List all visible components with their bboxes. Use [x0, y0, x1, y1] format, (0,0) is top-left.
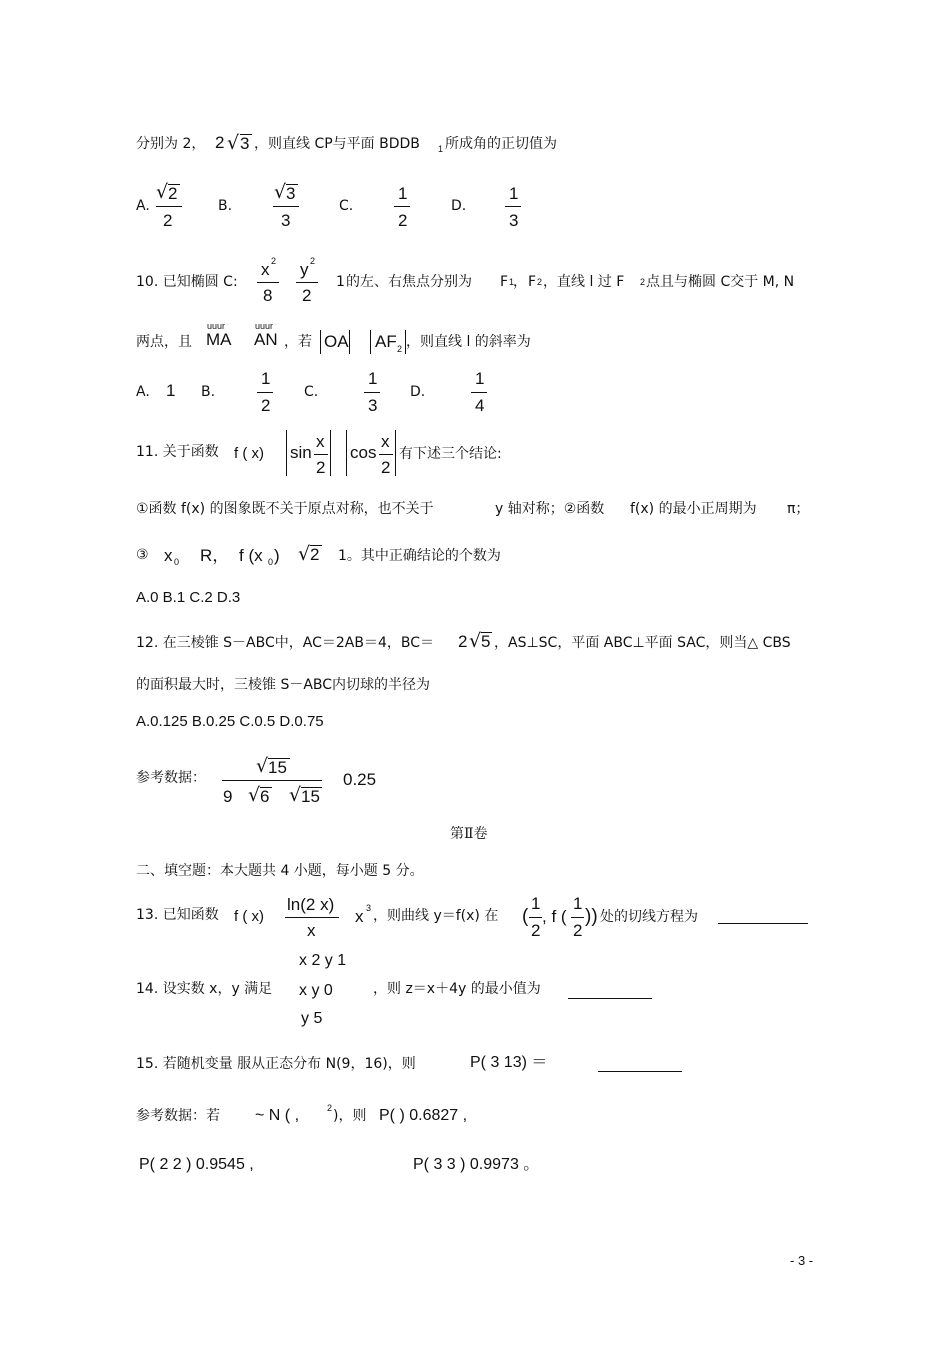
q12-options: A.0.125 B.0.25 C.0.5 D.0.75 — [136, 713, 324, 730]
fraction-bar — [273, 206, 299, 207]
q10-F2-sub: 2 — [537, 277, 543, 287]
q10-comma: ， — [513, 274, 527, 290]
sqrt-icon: √ — [274, 181, 287, 203]
q9-radicand: 3 — [240, 134, 250, 153]
q15-probability: P( 3 13) ＝ — [470, 1054, 548, 1071]
q10-option-d-den: 4 — [475, 396, 485, 415]
q11-x0-sub: 0 — [174, 557, 180, 567]
q9-text-end: 所成角的正切值为 — [445, 136, 557, 152]
q10-option-c-num: 1 — [368, 369, 378, 388]
abs-bar — [370, 330, 371, 354]
q10-F1: F — [500, 274, 509, 290]
q9-option-a-den: 2 — [163, 211, 173, 230]
abs-bar — [286, 430, 287, 476]
q11-function: f ( x) — [234, 445, 264, 462]
fraction-bar — [156, 206, 182, 207]
q13-half-num-2: 1 — [573, 894, 583, 913]
q9-option-c-label: C. — [339, 198, 354, 214]
q9-text-start: 分别为 2， — [136, 136, 206, 152]
q9-option-c-den: 2 — [398, 211, 408, 230]
q10-F2: F — [528, 274, 537, 290]
vector-arrow-icon: uuur — [255, 321, 274, 331]
fraction-bar — [571, 917, 584, 918]
q13-tail: 处的切线方程为 — [600, 909, 698, 925]
fraction-bar — [394, 206, 410, 207]
q11-sin-num: x — [316, 432, 325, 451]
q11-sin: sin — [290, 443, 312, 462]
q14-constraint-1: x 2 y 1 — [299, 952, 347, 969]
fraction-bar — [257, 392, 273, 393]
q15-dist: ~ N ( , — [255, 1107, 300, 1124]
q11-conclusion: 1。其中正确结论的个数为 — [338, 548, 501, 564]
answer-blank-15[interactable] — [598, 1071, 682, 1072]
q11-circle-3: ③ — [136, 547, 149, 563]
q11-root2: 2 — [310, 545, 320, 564]
q11-x0: x — [164, 546, 173, 565]
q11-fx0: f (x — [239, 546, 263, 565]
fraction-bar — [285, 917, 339, 918]
q9-option-d-label: D. — [451, 198, 467, 214]
q9-text-mid: ，则直线 CP与平面 BDDB — [254, 136, 420, 152]
abs-bar — [346, 430, 347, 476]
q11-sin-den: 2 — [316, 458, 326, 477]
q10-OA: OA — [324, 332, 349, 351]
q14-mid: ，则 z＝x＋4y 的最小值为 — [373, 981, 541, 997]
q10-option-b-label: B. — [201, 384, 216, 400]
abs-bar — [320, 330, 321, 354]
fraction-bar — [222, 780, 322, 781]
q9-option-b-den: 3 — [281, 211, 291, 230]
q10-x-den: 8 — [263, 286, 273, 305]
sqrt-icon: √ — [156, 181, 169, 203]
sqrt-icon: √ — [469, 630, 482, 652]
q11-statement-2c: π； — [787, 501, 810, 517]
q12-bc-root: 5 — [481, 632, 491, 651]
answer-blank-14[interactable] — [568, 998, 652, 999]
sqrt-icon: √ — [227, 132, 240, 154]
q11-statement-2b: f(x) 的最小正周期为 — [630, 501, 757, 517]
q9-option-d-num: 1 — [509, 184, 519, 203]
q13-mid: ，则曲线 y＝f(x) 在 — [373, 908, 499, 924]
q15-prob-2sigma: P( 2 2 ) 0.9545 , — [139, 1156, 254, 1173]
q12-line2: 的面积最大时，三棱锥 S－ABC内切球的半径为 — [136, 677, 431, 693]
q10-text2: ，直线 l 过 F — [543, 274, 625, 290]
sqrt-icon: √ — [256, 755, 269, 777]
q10-x-exponent: 2 — [271, 256, 277, 266]
q13-half-num: 1 — [531, 894, 541, 913]
q10-one: 1 — [336, 274, 345, 290]
q10-x: x — [261, 260, 270, 279]
q9-option-a-label: A. — [136, 198, 150, 214]
q13-denominator: x — [307, 921, 316, 940]
section-heading: 二、填空题：本大题共 4 小题，每小题 5 分。 — [136, 863, 424, 879]
q11-cos: cos — [350, 443, 377, 462]
q12-line1-end: ，AS⊥SC，平面 ABC⊥平面 SAC，则当△ CBS — [494, 635, 791, 651]
vector-arrow-icon: uuur — [207, 321, 226, 331]
q11-statement-1: ①函数 f(x) 的图象既不关于原点对称，也不关于 — [136, 501, 434, 517]
q11-fx0-sub: 0 — [268, 557, 274, 567]
q12-reference-label: 参考数据： — [136, 770, 206, 786]
q10-text5: ，则直线 l 的斜率为 — [406, 334, 531, 350]
q11-cos-den: 2 — [381, 458, 391, 477]
q15-prob-1sigma: P( ) 0.6827 , — [379, 1107, 468, 1124]
q10-AF-sub: 2 — [397, 344, 403, 354]
q11-options: A.0 B.1 C.2 D.3 — [136, 589, 241, 606]
q10-option-d-num: 1 — [475, 369, 485, 388]
q10-text3: 点且与椭圆 C交于 M, N — [646, 274, 795, 290]
q11-fx0-close: ) — [274, 546, 280, 565]
abs-bar — [349, 330, 350, 354]
page-number: - 3 - — [790, 1253, 814, 1268]
q10-y: y — [300, 260, 309, 279]
q10-option-a-val: 1 — [166, 381, 176, 400]
sqrt-icon: √ — [248, 784, 261, 806]
q15-sigma-exponent: 2 — [327, 1103, 333, 1113]
fraction-bar — [379, 454, 393, 455]
abs-bar — [395, 430, 396, 476]
q15-lead: 15. 若随机变量 服从正态分布 N(9，16)，则 — [136, 1056, 416, 1072]
q10-option-b-num: 1 — [261, 369, 271, 388]
q10-y-exponent: 2 — [310, 256, 316, 266]
q9-option-a-num: 2 — [168, 184, 178, 203]
q13-point-mid: , f ( — [542, 907, 567, 926]
q11-tail: 有下述三个结论: — [399, 446, 502, 462]
q13-paren-open: ( — [522, 906, 529, 927]
q10-lead: 10. 已知椭圆 C: — [136, 274, 238, 290]
q9-option-b-label: B. — [218, 198, 233, 214]
fraction-bar — [296, 282, 318, 283]
q11-statement-2a: y 轴对称；②函数 — [495, 501, 605, 517]
q10-F2-sub-b: 2 — [640, 277, 646, 287]
q9-subscript: 1 — [438, 144, 444, 154]
q11-cos-num: x — [381, 432, 390, 451]
q14-constraint-2: x y 0 — [299, 982, 333, 999]
q12-ref-num: 15 — [268, 758, 287, 777]
q10-option-d-label: D. — [410, 384, 426, 400]
q10-line2-start: 两点，且 — [136, 334, 192, 350]
q10-vector-MA: MA — [206, 330, 232, 349]
q13-function: f ( x) — [234, 908, 264, 925]
q12-ref-den6: 6 — [260, 787, 270, 806]
q13-paren-close: )) — [585, 906, 598, 927]
q13-x3-exponent: 3 — [366, 903, 372, 913]
q11-lead: 11. 关于函数 — [136, 444, 219, 460]
q15-reference-label: 参考数据：若 — [136, 1108, 220, 1124]
sqrt-icon: √ — [298, 543, 311, 565]
q10-option-c-den: 3 — [368, 396, 378, 415]
fraction-bar — [505, 206, 521, 207]
q13-lead: 13. 已知函数 — [136, 907, 219, 923]
q12-ref-den15: 15 — [301, 787, 320, 806]
q13-x3: x — [355, 907, 364, 926]
q10-option-a-label: A. — [136, 384, 150, 400]
q10-F1-sub: 1 — [509, 277, 515, 287]
fraction-bar — [314, 454, 328, 455]
q15-dist-close: )，则 — [333, 1108, 367, 1124]
q9-option-b-num: 3 — [286, 184, 296, 203]
q10-option-c-label: C. — [304, 384, 319, 400]
q9-coefficient: 2 — [215, 133, 225, 152]
q14-lead: 14. 设实数 x，y 满足 — [136, 981, 273, 997]
section-title: 第Ⅱ卷 — [450, 826, 488, 842]
q12-bc-coef: 2 — [458, 632, 468, 651]
q10-y-den: 2 — [302, 286, 312, 305]
q10-vector-AN: AN — [254, 330, 278, 349]
q10-option-b-den: 2 — [261, 396, 271, 415]
q10-AF: AF — [375, 332, 397, 351]
q13-half-den: 2 — [531, 921, 541, 940]
fraction-bar — [364, 392, 380, 393]
q12-ref-den9: 9 — [223, 787, 233, 806]
fraction-bar — [529, 917, 542, 918]
fraction-bar — [471, 392, 487, 393]
sqrt-icon: √ — [289, 784, 302, 806]
answer-blank-13[interactable] — [718, 923, 808, 924]
q10-text1: 的左、右焦点分别为 — [346, 274, 472, 290]
q14-constraint-3: y 5 — [301, 1010, 323, 1027]
q13-numerator: ln(2 x) — [287, 895, 335, 914]
q9-option-c-num: 1 — [398, 184, 408, 203]
q12-line1-start: 12. 在三棱锥 S－ABC中，AC＝2AB＝4，BC＝ — [136, 635, 434, 651]
q15-prob-3sigma: P( 3 3 ) 0.9973 。 — [413, 1156, 540, 1173]
fraction-bar — [257, 282, 279, 283]
q12-ref-approx: 0.25 — [343, 770, 377, 789]
abs-bar — [330, 430, 331, 476]
q9-option-d-den: 3 — [509, 211, 519, 230]
q10-text4: ，若 — [284, 334, 312, 350]
q13-half-den-2: 2 — [573, 921, 583, 940]
q11-R: R， — [200, 546, 230, 565]
